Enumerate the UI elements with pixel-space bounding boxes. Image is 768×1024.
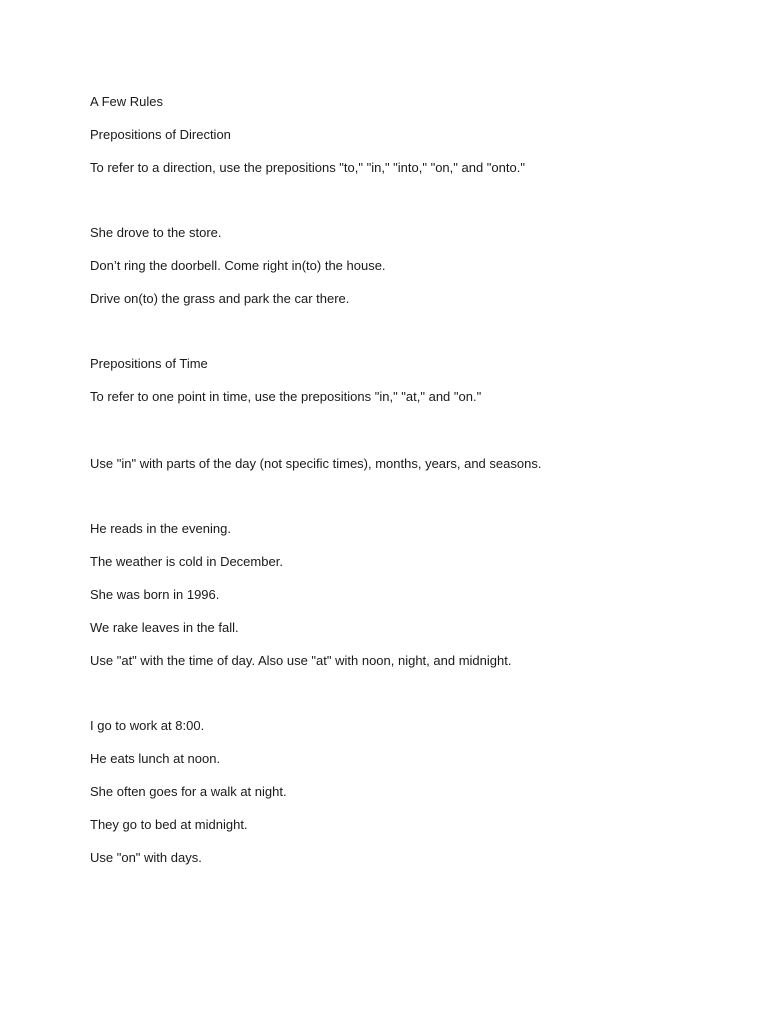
section-heading-direction: Prepositions of Direction	[90, 127, 231, 142]
in-example: She was born in 1996.	[90, 587, 220, 602]
direction-example: Don’t ring the doorbell. Come right in(to) the house.	[90, 258, 386, 273]
section-heading-time: Prepositions of Time	[90, 356, 208, 371]
direction-example: Drive on(to) the grass and park the car there.	[90, 291, 350, 306]
time-rule: To refer to one point in time, use the prepositions "in," "at," and "on."	[90, 389, 482, 404]
at-example: I go to work at 8:00.	[90, 718, 205, 733]
direction-rule: To refer to a direction, use the prepositions "to," "in," "into," "on," and "onto."	[90, 160, 525, 175]
at-example: He eats lunch at noon.	[90, 751, 221, 766]
at-example: They go to bed at midnight.	[90, 817, 248, 832]
in-example: The weather is cold in December.	[90, 554, 283, 569]
at-rule: Use "at" with the time of day. Also use "at" with noon, night, and midnight.	[90, 653, 512, 668]
in-rule: Use "in" with parts of the day (not specific times), months, years, and seasons.	[90, 456, 542, 471]
on-rule: Use "on" with days.	[90, 850, 202, 865]
document-title: A Few Rules	[90, 94, 163, 109]
in-example: We rake leaves in the fall.	[90, 620, 239, 635]
in-example: He reads in the evening.	[90, 521, 231, 536]
at-example: She often goes for a walk at night.	[90, 784, 287, 799]
direction-example: She drove to the store.	[90, 225, 222, 240]
